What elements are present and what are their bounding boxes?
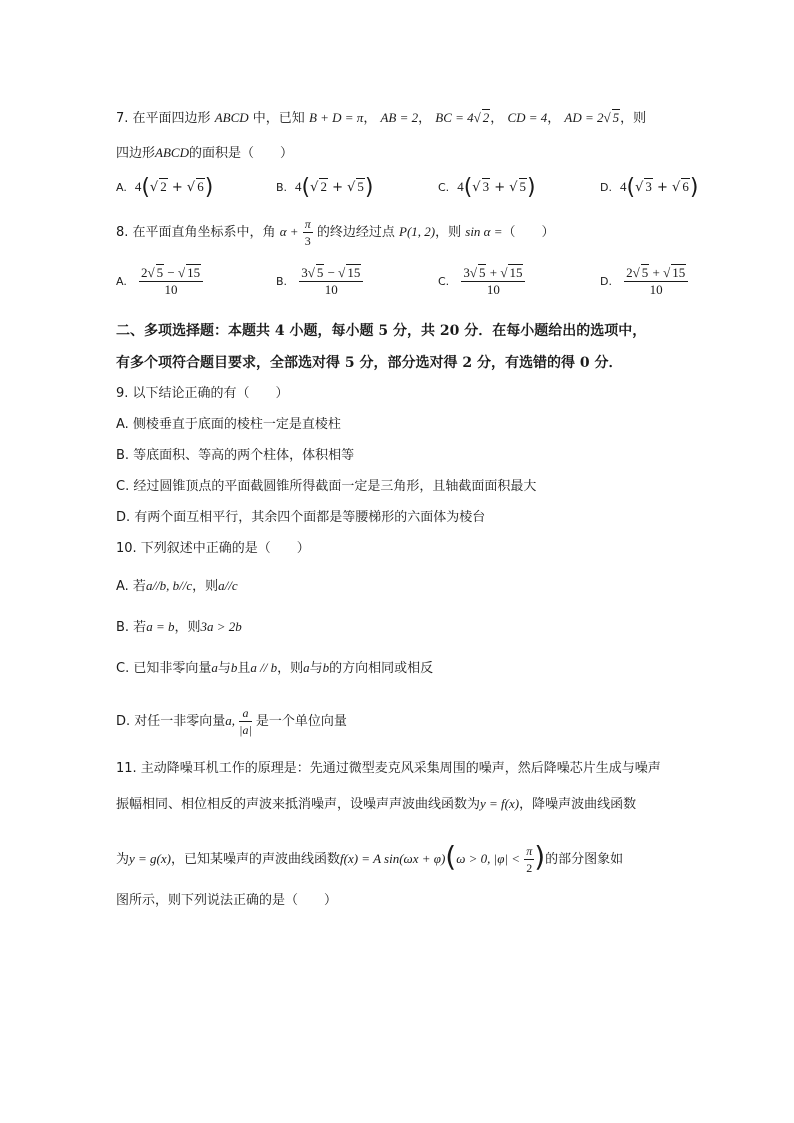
q9-stem: 9. 以下结论正确的有（ ） (116, 386, 289, 401)
q11-line1: 11. 主动降噪耳机工作的原理是：先通过微型麦克风采集周围的噪声，然后降噪芯片生成与噪声 (116, 761, 661, 776)
q8-stem: 8. 在平面直角坐标系中，角 α + $\frac{\pi}{3}$ 的终边经过点 P(1, 2)，则 sin α =（ ） (116, 217, 555, 248)
q9-option-c[interactable]: C. 经过圆锥顶点的平面截圆锥所得截面一定是三角形，且轴截面面积最大 (116, 479, 537, 494)
q11-line3: 为y = g(x)，已知某噪声的声波曲线函数f(x) = A sin(ωx + φ)(ω > 0, |φ| < $\frac{\pi}{2}$ )的部分图象如 (116, 840, 624, 875)
condition-b-d: B + D = π (308, 110, 364, 125)
q9-option-d[interactable]: D. 有两个面互相平行，其余四个面都是等腰梯形的六面体为棱台 (116, 510, 486, 525)
q10-option-d[interactable]: D. 对任一非零向量a, $\frac{a}{|a|}$ 是一个单位向量 (116, 706, 347, 737)
point-p: P(1, 2) (399, 224, 436, 239)
q10-stem: 10. 下列叙述中正确的是（ ） (116, 541, 310, 556)
q8-option-d[interactable]: D. $\frac{2√ 5 + √ 15}{10}$ (600, 265, 688, 298)
q7-line2: 四边形ABCD的面积是（ ） (116, 145, 293, 161)
q7-option-d[interactable]: D. 4(√ 3 + √ 6) (600, 175, 699, 200)
condition-cd: CD = 4 (507, 110, 548, 125)
q7-option-a[interactable]: A. 4(√ 2 + √ 6) (116, 175, 214, 200)
q7-option-b[interactable]: B. 4(√ 2 + √ 5) (276, 175, 374, 200)
q10-option-a[interactable]: A. 若a//b, b//c，则a//c (116, 578, 238, 594)
q8-option-b[interactable]: B. $\frac{3√ 5 - √ 15}{10}$ (276, 265, 363, 298)
q8-option-c[interactable]: C. $\frac{3√ 5 + √ 15}{10}$ (438, 265, 525, 298)
q11-line4: 图所示，则下列说法正确的是（ ） (116, 893, 338, 908)
q8-option-a[interactable]: A. $\frac{2√ 5 - √ 15}{10}$ (116, 265, 203, 298)
q9-option-a[interactable]: A. 侧棱垂直于底面的棱柱一定是直棱柱 (116, 417, 341, 432)
q7-line1: 7. 在平面四边形 ABCD 中，已知 B + D = π， AB = 2， BC = 4√ 2， CD = 4， AD = 2√ 5，则 (116, 110, 647, 126)
quad-name: ABCD (214, 110, 249, 125)
condition-bc: BC = 4√ 2 (435, 110, 490, 125)
q10-option-b[interactable]: B. 若a = b，则3a > 2b (116, 619, 242, 635)
condition-ad: AD = 2√ 5 (564, 110, 620, 125)
q11-line2: 振幅相同、相位相反的声波来抵消噪声，设噪声声波曲线函数为y = f(x)，降噪声波曲线函数 (116, 796, 637, 812)
q10-option-c[interactable]: C. 已知非零向量a与b且a // b，则a与b的方向相同或相反 (116, 660, 434, 676)
q9-option-b[interactable]: B. 等底面积、等高的两个柱体，体积相等 (116, 448, 355, 463)
section-2-heading-line1: 二、多项选择题：本题共 4 小题，每小题 5 分，共 20 分．在每小题给出的选项中， (116, 323, 647, 339)
q7-option-c[interactable]: C. 4(√ 3 + √ 5) (438, 175, 536, 200)
section-2-heading-line2: 有多个项符合题目要求，全部选对得 5 分，部分选对得 2 分，有选错的得 0 分． (116, 355, 623, 371)
condition-ab: AB = 2 (380, 110, 419, 125)
